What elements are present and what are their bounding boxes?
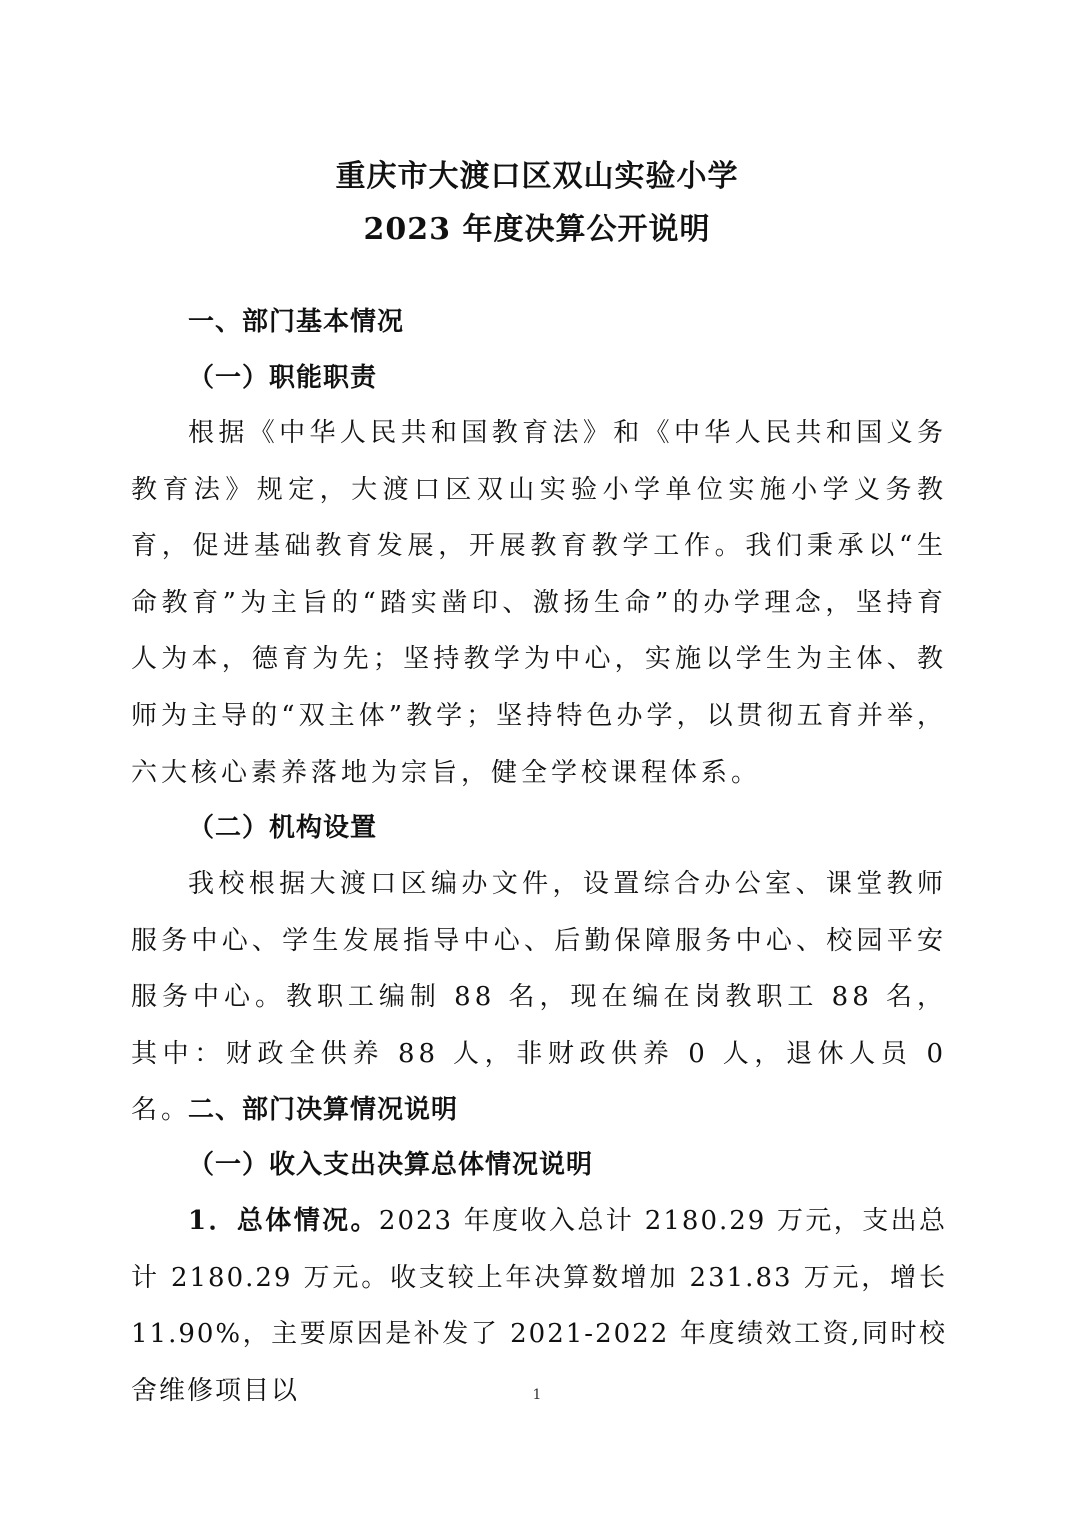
- document-title-line1: 重庆市大渡口区双山实验小学: [335, 159, 739, 194]
- document-title-line2: 2023 年度决算公开说明: [363, 212, 711, 247]
- section1-sub1-heading: （一）职能职责: [188, 363, 378, 393]
- item1-text: 2023 年度收入总计 2180.29 万元，支出总计 2180.29 万元。收支较上年决算数增加 231.83 万元，增长 11.90%，主要原因是补发了 2021-2022 年度绩效工资,同时校舍维修项目以: [131, 1206, 947, 1406]
- section2-heading: 二、部门决算情况说明: [188, 1095, 459, 1125]
- section1-sub1-paragraph: 根据《中华人民共和国教育法》和《中华人民共和国义务教育法》规定，大渡口区双山实验小学单位实施小学义务教育，促进基础教育发展，开展教育教学工作。我们秉承以“生命教育”为主旨的“踏实凿印、激扬生命”的办学理念，坚持育人为本，德育为先；坚持教学为中心，实施以学生为主体、教师为主导的“双主体”教学；坚持特色办学，以贯彻五育并举，六大核心素养落地为宗旨，健全学校课程体系。: [131, 418, 947, 788]
- section1-sub2-heading: （二）机构设置: [188, 813, 378, 843]
- section1-heading: 一、部门基本情况: [188, 307, 405, 337]
- section1-sub2-paragraph: 我校根据大渡口区编办文件，设置综合办公室、课堂教师服务中心、学生发展指导中心、后勤保障服务中心、校园平安服务中心。教职工编制 88 名，现在编在岗教职工 88 名，其中：财政全供养 88 人，非财政供养 0 人，退休人员 0 名。: [131, 869, 947, 1126]
- section2-sub1-heading: （一）收入支出决算总体情况说明: [188, 1150, 594, 1180]
- page-number: 1: [532, 1387, 542, 1403]
- item1-lead: 1．总体情况。: [188, 1206, 379, 1236]
